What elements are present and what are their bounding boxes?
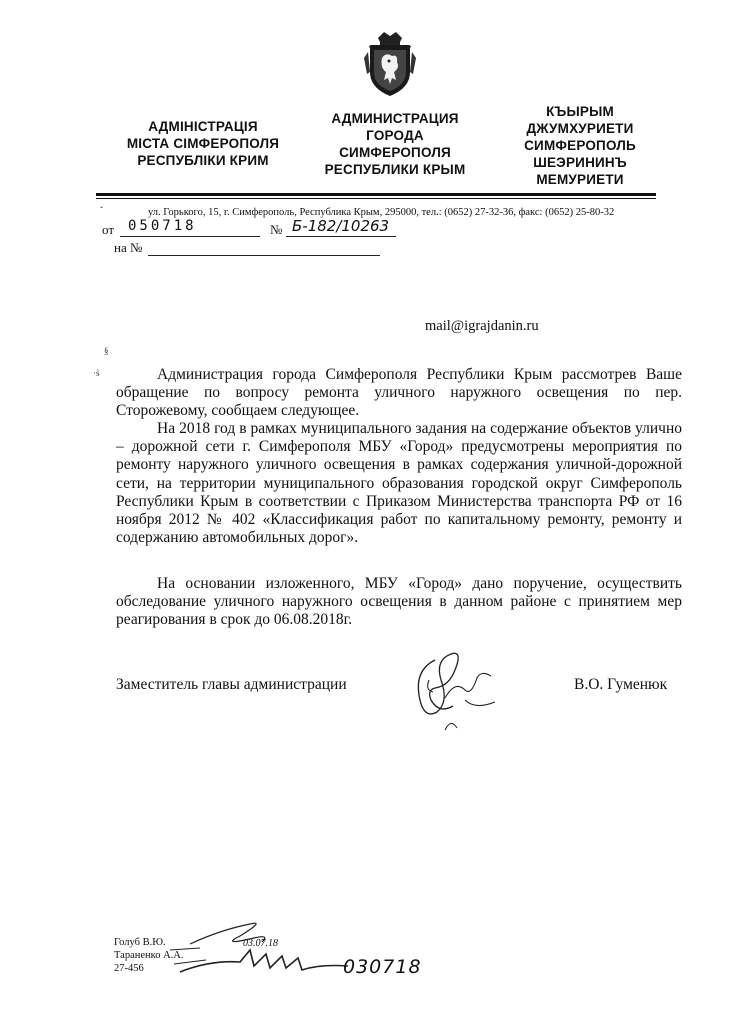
executor-line-2: Тараненко А.А. bbox=[114, 950, 184, 961]
body-paragraph-2: На 2018 год в рамках муниципального задания на содержание объектов улично – дорожной сети г. Симферополя МБУ «Город» предусмотрены мероприятия по ремонту наружного уличного освещения в рамках содержания уличной-дорожной сети, на территории муниципального образования городской округ Симферополь Республики Крым в соответствии с Приказом Министерства транспорта РФ от 16 ноября 2012 № 402 «Классификация работ по капитальному ремонту, ремонту и содержанию автомобильных дорог». bbox=[116, 420, 682, 547]
header-ua-line: РЕСПУБЛІКИ КРИМ bbox=[137, 153, 269, 168]
header-ct-line: КЪЫРЫМ bbox=[546, 104, 614, 119]
header-crimean-tatar bbox=[490, 103, 670, 188]
to-label: на № bbox=[114, 240, 143, 255]
number-value: Б-182/10263 bbox=[292, 217, 390, 235]
header-ukrainian bbox=[108, 118, 298, 169]
header-ua-line: АДМІНІСТРАЦІЯ bbox=[148, 119, 258, 134]
stamp-number: 030718 bbox=[343, 956, 422, 978]
number-underline bbox=[286, 236, 396, 237]
body-paragraph-1: Администрация города Симферополя Республики Крым рассмотрев Ваше обращение по вопросу ремонта уличного наружного освещения по пер. Сторожевому, сообщаем следующее. bbox=[116, 366, 682, 420]
coat-of-arms-icon bbox=[364, 28, 416, 100]
address-line: ул. Горького, 15, г. Симферополь, Республика Крым, 295000, тел.: (0652) 27-32-36, факс: (0652) 25-80-32 bbox=[148, 207, 615, 218]
stamp-date: 03.07.18 bbox=[243, 938, 278, 949]
header-ct-line: МЕМУРИЕТИ bbox=[536, 172, 624, 187]
date-value: 050718 bbox=[128, 218, 197, 234]
header-ru-line: ГОРОДА bbox=[366, 128, 424, 143]
signatory-name: В.О. Гуменюк bbox=[574, 676, 668, 693]
header-ct-line: СИМФЕРОПОЛЬ bbox=[524, 138, 636, 153]
scan-mark: § bbox=[104, 346, 109, 356]
date-underline bbox=[120, 236, 260, 237]
header-divider-thick bbox=[96, 193, 656, 196]
number-label: № bbox=[270, 222, 283, 237]
header-ua-line: МІСТА СІМФЕРОПОЛЯ bbox=[126, 136, 280, 151]
executor-line-3: 27-456 bbox=[114, 963, 144, 974]
handwritten-initials bbox=[170, 910, 440, 990]
handwritten-signature bbox=[405, 640, 515, 735]
header-russian bbox=[305, 110, 485, 178]
header-ru-line: АДМИНИСТРАЦИЯ bbox=[331, 111, 459, 126]
header-ru-line: СИМФЕРОПОЛЯ bbox=[339, 145, 451, 160]
to-underline bbox=[148, 255, 380, 256]
recipient-email: mail@igrajdanin.ru bbox=[425, 318, 539, 334]
header-ct-line: ДЖУМХУРИЕТИ bbox=[526, 121, 634, 136]
header-divider-thin bbox=[96, 198, 656, 199]
body-paragraph-3: На основании изложенного, МБУ «Город» дано поручение, осуществить обследование уличного наружного освещения в данном районе с принятием мер реагирования в срок до 06.08.2018г. bbox=[116, 575, 682, 629]
scan-mark: ·ṡ bbox=[93, 368, 100, 378]
executor-line-1: Голуб В.Ю. bbox=[114, 937, 166, 948]
from-label: от bbox=[102, 222, 115, 237]
header-ru-line: РЕСПУБЛИКИ КРЫМ bbox=[324, 162, 466, 177]
header-ct-line: ШЕЭРИНИНЪ bbox=[533, 155, 627, 170]
signatory-title: Заместитель главы администрации bbox=[116, 676, 347, 693]
scan-mark: ˇ bbox=[100, 205, 103, 215]
